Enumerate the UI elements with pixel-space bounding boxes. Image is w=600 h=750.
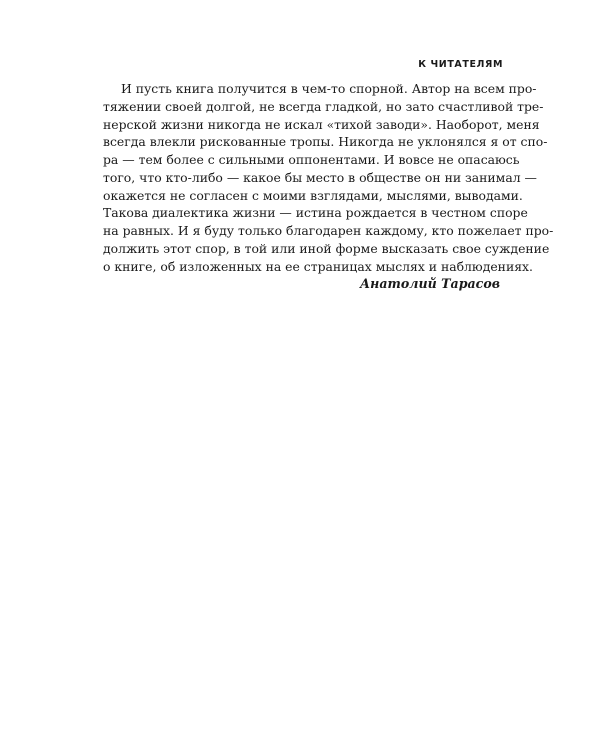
paragraph-line: тяжении своей долгой, не всегда гладкой, но зато счастливой тре-: [103, 98, 544, 114]
paragraph-line: окажется не согласен с моими взглядами, мыслями, выводами.: [103, 187, 523, 203]
paragraph-line: о книге, об изложенных на ее страницах мыслях и наблюдениях.: [103, 258, 533, 274]
body-paragraph: [103, 80, 554, 275]
paragraph-line: Такова диалектика жизни — истина рождается в честном споре: [103, 205, 528, 221]
paragraph-line: должить этот спор, в той или иной форме высказать свое суждение: [103, 240, 550, 256]
paragraph-line: нерской жизни никогда не искал «тихой заводи». Наоборот, меня: [103, 116, 540, 132]
paragraph-line: всегда влекли рискованные тропы. Никогда не уклонялся я от спо-: [103, 134, 548, 150]
paragraph-line: на равных. И я буду только благодарен каждому, кто пожелает про-: [103, 223, 554, 238]
paragraph-line: того, что кто-либо — какое бы место в обществе он ни занимал —: [103, 169, 537, 185]
paragraph-line: ра — тем более с сильными оппонентами. И вовсе не опасаюсь: [103, 152, 520, 167]
paragraph-line: И пусть книга получится в чем-то спорной. Автор на всем про-: [121, 81, 537, 96]
author-signature: Анатолий Тарасов: [359, 276, 500, 291]
running-head: К ЧИТАТЕЛЯМ: [418, 59, 503, 70]
